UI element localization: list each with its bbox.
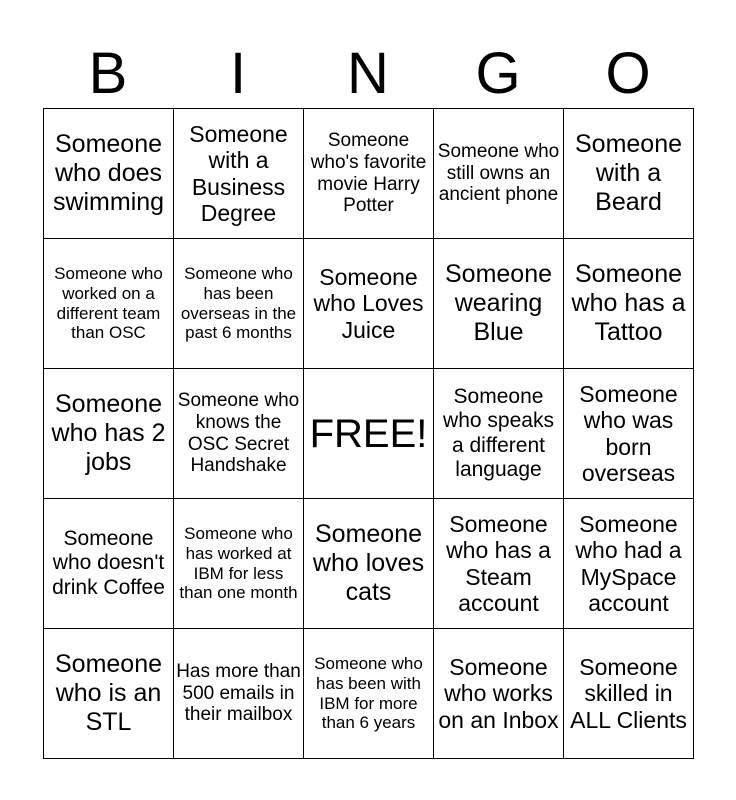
bingo-cell[interactable]: Someone who has been with IBM for more than 6 years bbox=[304, 629, 434, 759]
bingo-grid bbox=[43, 108, 694, 759]
bingo-cell[interactable]: Someone who had a MySpace account bbox=[564, 499, 694, 629]
bingo-cell[interactable]: Someone who has a Steam account bbox=[434, 499, 564, 629]
grid-row bbox=[44, 369, 694, 499]
bingo-cell[interactable]: Someone who speaks a different language bbox=[434, 369, 564, 499]
bingo-cell[interactable]: Someone with a Business Degree bbox=[174, 109, 304, 239]
grid-row bbox=[44, 499, 694, 629]
header-letter-i: I bbox=[229, 41, 247, 106]
header-letter-o: O bbox=[605, 41, 651, 106]
grid-row bbox=[44, 629, 694, 759]
bingo-cell[interactable]: Someone who Loves Juice bbox=[304, 239, 434, 369]
bingo-cell[interactable]: Someone who works on an Inbox bbox=[434, 629, 564, 759]
bingo-cell[interactable]: Someone wearing Blue bbox=[434, 239, 564, 369]
bingo-cell[interactable]: Someone who has 2 jobs bbox=[44, 369, 174, 499]
bingo-cell[interactable]: Someone who has a Tattoo bbox=[564, 239, 694, 369]
bingo-cell[interactable]: Someone who does swimming bbox=[44, 109, 174, 239]
bingo-cell[interactable]: Someone who is an STL bbox=[44, 629, 174, 759]
header-letter-g: G bbox=[475, 41, 521, 106]
bingo-cell[interactable]: Someone who worked on a different team than OSC bbox=[44, 239, 174, 369]
bingo-cell[interactable]: Has more than 500 emails in their mailbox bbox=[174, 629, 304, 759]
bingo-cell[interactable]: Someone who loves cats bbox=[304, 499, 434, 629]
header-letter-b: B bbox=[88, 41, 128, 106]
grid-row bbox=[44, 239, 694, 369]
header-letter-n: N bbox=[347, 41, 389, 106]
bingo-cell[interactable]: Someone who doesn't drink Coffee bbox=[44, 499, 174, 629]
bingo-cell[interactable]: Someone who has been overseas in the past 6 months bbox=[174, 239, 304, 369]
bingo-cell[interactable]: Someone who has worked at IBM for less than one month bbox=[174, 499, 304, 629]
bingo-cell[interactable]: Someone who still owns an ancient phone bbox=[434, 109, 564, 239]
bingo-cell[interactable]: Someone who was born overseas bbox=[564, 369, 694, 499]
bingo-header bbox=[43, 40, 693, 108]
bingo-cell[interactable]: Someone who's favorite movie Harry Potter bbox=[304, 109, 434, 239]
bingo-cell[interactable]: Someone who knows the OSC Secret Handshake bbox=[174, 369, 304, 499]
bingo-cell[interactable]: Someone with a Beard bbox=[564, 109, 694, 239]
free-cell[interactable]: FREE! bbox=[304, 369, 434, 499]
bingo-cell[interactable]: Someone skilled in ALL Clients bbox=[564, 629, 694, 759]
grid-row bbox=[44, 109, 694, 239]
